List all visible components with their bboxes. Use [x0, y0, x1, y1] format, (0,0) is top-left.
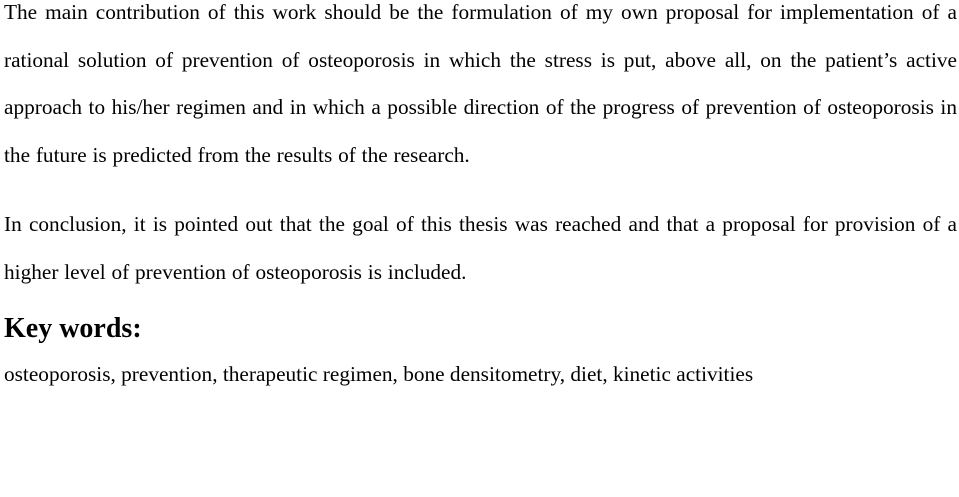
keywords-list: osteoporosis, prevention, therapeutic regimen, bone densitometry, diet, kinetic activities [4, 361, 754, 386]
document-page [4, 0, 957, 389]
abstract-paragraph-contribution: The main contribution of this work should be the formulation of my own proposal for implementation of a rational solution of prevention of osteoporosis in which the stress is put, above all, on the patient’s active approach to his/her regimen and in which a possible direction of the progress of prevention of osteoporosis in the future is predicted from the results of the research. [4, 0, 957, 167]
keywords-heading: Key words: [4, 312, 142, 344]
abstract-paragraph-conclusion: In conclusion, it is pointed out that the goal of this thesis was reached and that a proposal for provision of a higher level of prevention of osteoporosis is included. [4, 212, 957, 284]
